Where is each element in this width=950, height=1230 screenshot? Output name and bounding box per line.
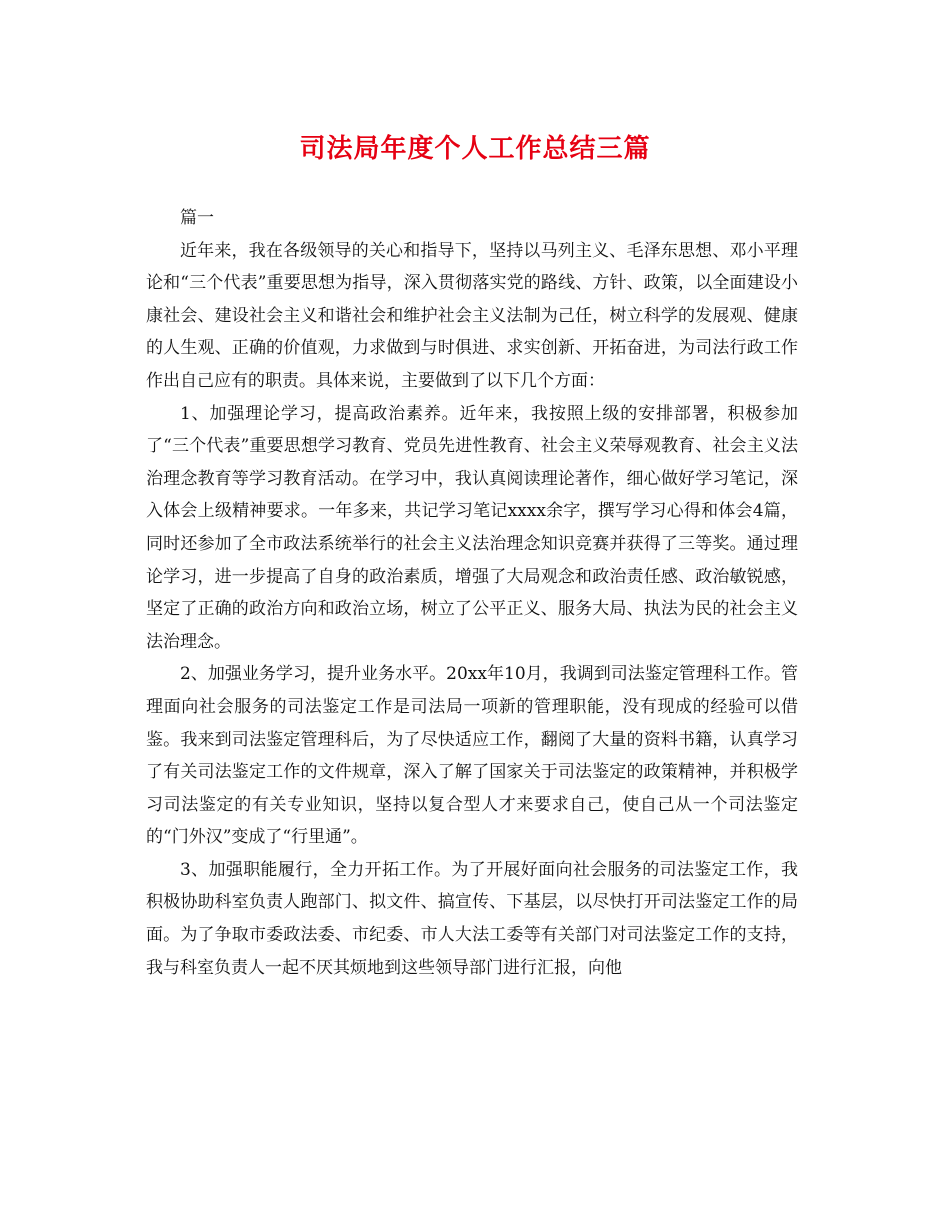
paragraph-item-2: 2、加强业务学习，提升业务水平。20xx年10月，我调到司法鉴定管理科工作。管理面向社会服务的司法鉴定工作是司法局一项新的管理职能，没有现成的经验可以借鉴。我来到司法鉴定管理科后，为了尽快适应工作，翻阅了大量的资料书籍，认真学习了有关司法鉴定工作的文件规章，深入了解了国家关于司法鉴定的政策精神，并积极学习司法鉴定的有关专业知识，坚持以复合型人才来要求自己，使自己从一个司法鉴定的“门外汉”变成了“行里通”。 [146, 664, 798, 848]
section-label: 篇一 [180, 208, 214, 228]
paragraph-intro: 近年来，我在各级领导的关心和指导下，坚持以马列主义、毛泽东思想、邓小平理论和“三个代表”重要思想为指导，深入贯彻落实党的路线、方针、政策，以全面建设小康社会、建设社会主义和谐社会和维护社会主义法制为己任，树立科学的发展观、健康的人生观、正确的价值观，力求做到与时俱进、求实创新、开拓奋进，为司法行政工作作出自己应有的职责。具体来说，主要做到了以下几个方面： [146, 240, 798, 391]
document-body [146, 202, 798, 984]
document-title: 司法局年度个人工作总结三篇 [299, 134, 651, 164]
paragraph-item-1: 1、加强理论学习，提高政治素养。近年来，我按照上级的安排部署，积极参加了“三个代表”重要思想学习教育、党员先进性教育、社会主义荣辱观教育、社会主义法治理念教育等学习教育活动。在学习中，我认真阅读理论著作，细心做好学习笔记，深入体会上级精神要求。一年多来，共记学习笔记xxxx余字，撰写学习心得和体会4篇，同时还参加了全市政法系统举行的社会主义法治理念知识竞赛并获得了三等奖。通过理论学习，进一步提高了自身的政治素质，增强了大局观念和政治责任感、政治敏锐感，坚定了正确的政治方向和政治立场，树立了公平正义、服务大局、执法为民的社会主义法治理念。 [146, 403, 798, 652]
paragraph-item-3: 3、加强职能履行，全力开拓工作。为了开展好面向社会服务的司法鉴定工作，我积极协助科室负责人跑部门、拟文件、搞宣传、下基层，以尽快打开司法鉴定工作的局面。为了争取市委政法委、市纪委、市人大法工委等有关部门对司法鉴定工作的支持，我与科室负责人一起不厌其烦地到这些领导部门进行汇报，向他 [146, 859, 798, 978]
